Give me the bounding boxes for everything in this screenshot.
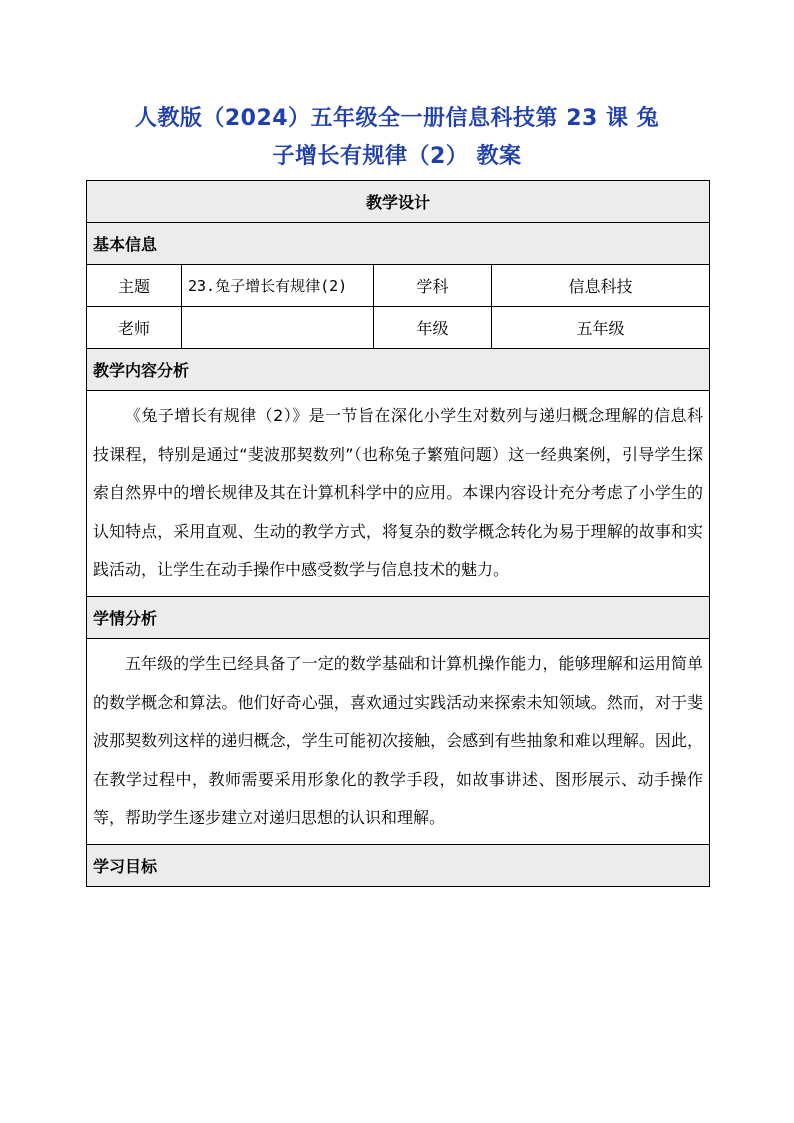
learning-goals-header: 学习目标	[87, 844, 710, 886]
topic-value: 23.兔子增长有规律(2)	[182, 265, 374, 307]
teacher-label: 老师	[87, 307, 182, 349]
lesson-plan-table	[86, 180, 710, 887]
basic-info-header: 基本信息	[87, 223, 710, 265]
teacher-value	[182, 307, 374, 349]
content-analysis-header: 教学内容分析	[87, 349, 710, 391]
student-analysis-header: 学情分析	[87, 596, 710, 638]
document-title	[0, 100, 794, 176]
grade-label: 年级	[374, 307, 492, 349]
student-analysis-text: 五年级的学生已经具备了一定的数学基础和计算机操作能力，能够理解和运用简单的数学概念和算法。他们好奇心强，喜欢通过实践活动来探索未知领域。然而，对于斐波那契数列这样的递归概念，学生可能初次接触，会感到有些抽象和难以理解。因此，在教学过程中，教师需要采用形象化的教学手段，如故事讲述、图形展示、动手操作等，帮助学生逐步建立对递归思想的认识和理解。	[87, 638, 710, 844]
subject-label: 学科	[374, 265, 492, 307]
title-line-1: 人教版（2024）五年级全一册信息科技第 23 课 兔	[134, 106, 660, 131]
content-analysis-text: 《兔子增长有规律（2）》是一节旨在深化小学生对数列与递归概念理解的信息科技课程，特别是通过“斐波那契数列”（也称兔子繁殖问题）这一经典案例，引导学生探索自然界中的增长规律及其在计算机科学中的应用。本课内容设计充分考虑了小学生的认知特点，采用直观、生动的教学方式，将复杂的数学概念转化为易于理解的故事和实践活动，让学生在动手操作中感受数学与信息技术的魅力。	[87, 391, 710, 597]
topic-label: 主题	[87, 265, 182, 307]
design-header: 教学设计	[87, 181, 710, 223]
subject-value: 信息科技	[492, 265, 710, 307]
title-line-2: 子增长有规律（2） 教案	[272, 144, 522, 169]
grade-value: 五年级	[492, 307, 710, 349]
